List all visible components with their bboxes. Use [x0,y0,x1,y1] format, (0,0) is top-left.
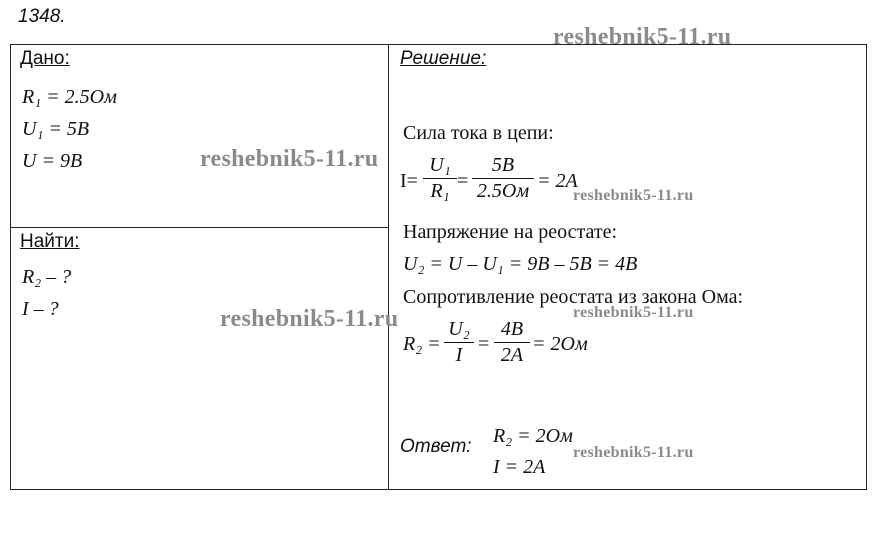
eq1-f1-numerator: U₁ [429,154,451,176]
eq3-lhs: R₂ = [403,333,441,355]
solution-line-voltage: Напряжение на реостате: [403,221,618,243]
eq1-f1-denominator: R₁ [430,180,450,202]
eq3-f2-denominator: 2A [500,344,524,366]
problem-number: 1348. [18,6,66,27]
eq1-f1-bar [423,178,457,179]
eq3-fraction-1 [444,318,474,367]
given-u1: U₁ = 5B [22,118,90,140]
find-r2: R₂ – ? [22,266,72,288]
watermark-eq3: reshebnik5-11.ru [573,304,694,321]
watermark-answer: reshebnik5-11.ru [573,444,694,461]
given-header: Дано: [20,48,70,69]
row-divider [10,227,389,228]
given-r1: R₁ = 2.5Ом [22,86,117,108]
eq3-f1-denominator: I [455,344,463,366]
eq3-f1-bar [444,342,474,343]
watermark-eq1: reshebnik5-11.ru [573,187,694,204]
solution-line-resistance: Сопротивление реостата из закона Ома: [403,286,744,308]
eq3-fraction-2 [494,318,530,367]
eq1-fraction-1 [423,154,457,203]
eq1-f2-numerator: 5B [491,154,515,176]
answer-i: I = 2A [493,456,546,478]
find-i: I – ? [22,298,59,320]
find-header: Найти: [20,231,80,252]
solution-line-current: Сила тока в цепи: [403,122,554,144]
eq3-result: = 2Ом [532,333,588,355]
eq2: U₂ = U – U₁ = 9B – 5B = 4B [403,253,638,275]
eq1-fraction-2 [472,154,534,203]
watermark-top: reshebnik5-11.ru [553,24,732,50]
eq1-equals: = [457,170,469,192]
eq3-f1-numerator: U₂ [448,318,470,340]
eq3-equals: = [478,333,490,355]
column-divider [388,44,389,490]
eq3-f2-numerator: 4B [500,318,524,340]
answer-label: Ответ: [400,436,472,457]
eq1-f2-bar [472,178,534,179]
eq1-result: = 2A [537,170,578,192]
solution-header: Решение: [400,48,487,69]
given-u: U = 9B [22,150,83,172]
eq3-f2-bar [494,342,530,343]
watermark-find: reshebnik5-11.ru [220,306,399,332]
eq1-f2-denominator: 2.5Ом [476,180,530,202]
eq1-lhs: I= [400,170,418,192]
answer-r2: R₂ = 2Ом [493,425,573,447]
watermark-given: reshebnik5-11.ru [200,146,379,172]
